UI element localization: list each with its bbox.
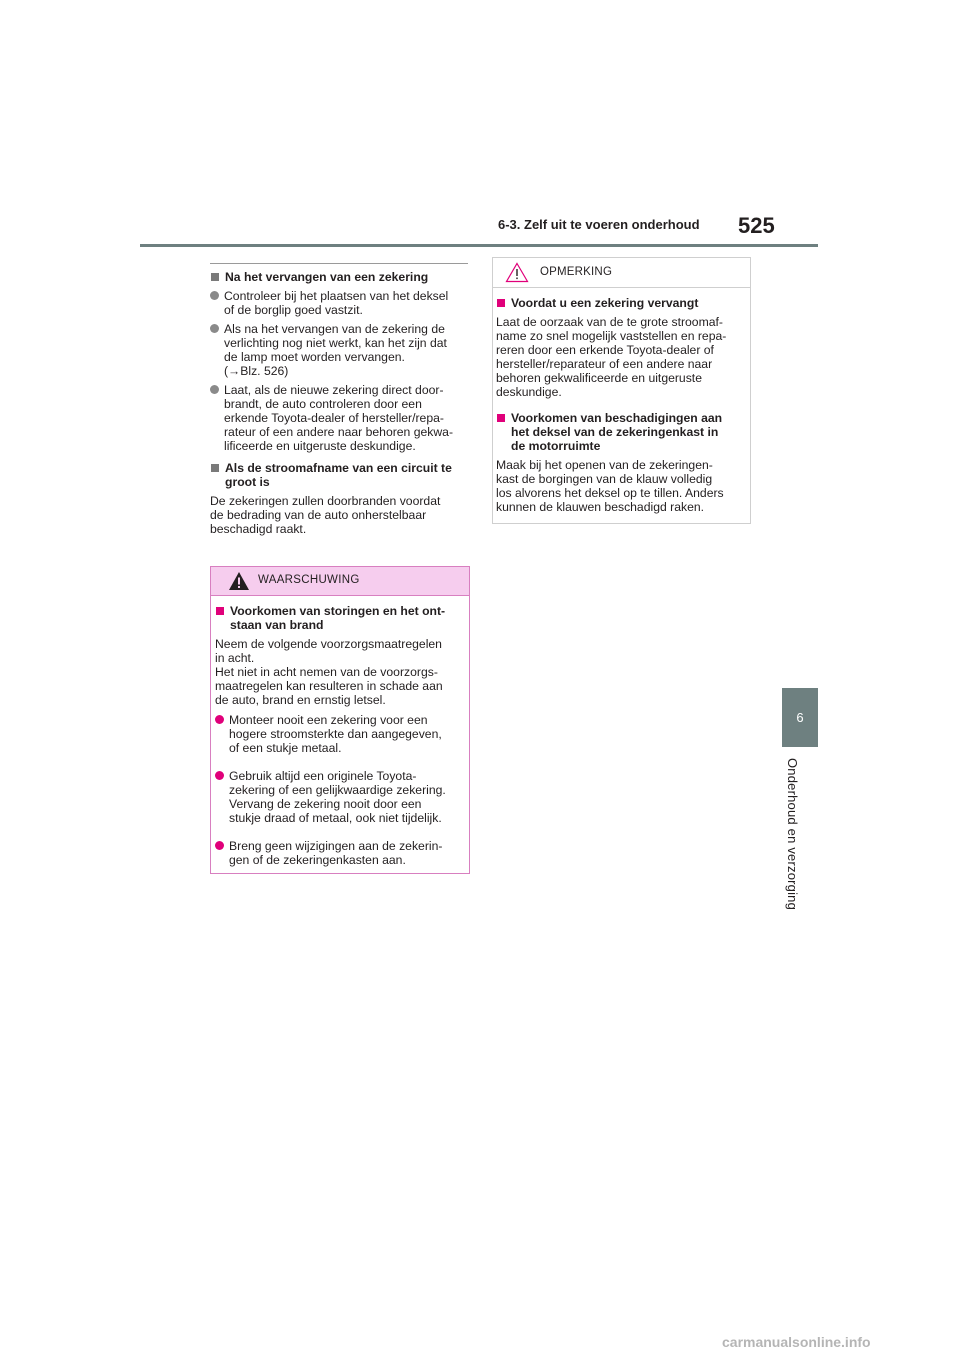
circle-bullet-icon — [210, 291, 219, 300]
left-column — [210, 263, 468, 542]
notice-heading: Voordat u een zekering vervangt — [496, 296, 746, 310]
notice-heading: Voorkomen van beschadigingen aan het deksel van de zekeringenkast in de motorruimte — [496, 411, 746, 453]
circle-bullet-icon — [215, 771, 224, 780]
page-number: 525 — [738, 213, 775, 238]
warning-body — [211, 596, 469, 867]
warning-text: Neem de volgende voorzorgsmaatregelen in acht. Het niet in acht nemen van de voorzorgs- maatregelen kan resulteren in schade aan de auto, brand en ernstig letsel. — [215, 637, 443, 707]
section-heading: Na het vervangen van een zekering — [210, 270, 468, 284]
list-item: Monteer nooit een zekering voor een hogere stroomsterkte dan aangegeven, of een stukje metaal. — [215, 713, 465, 755]
square-bullet-icon — [497, 414, 505, 422]
circle-bullet-icon — [215, 841, 224, 850]
chapter-tab[interactable] — [782, 688, 818, 747]
square-bullet-icon — [211, 273, 219, 281]
chapter-number: 6 — [796, 710, 804, 725]
notice-box — [492, 257, 751, 524]
square-bullet-icon — [211, 464, 219, 472]
section-divider — [210, 263, 468, 264]
warning-header — [211, 567, 469, 596]
square-bullet-icon — [497, 299, 505, 307]
notice-body — [493, 288, 750, 514]
circle-bullet-icon — [215, 715, 224, 724]
list-item: Gebruik altijd een originele Toyota- zekering of een gelijkwaardige zekering. Vervang de zekering nooit door een stukje draad of metaal, ook niet tijdelijk. — [215, 769, 465, 825]
warning-box — [210, 566, 470, 874]
section-title: 6-3. Zelf uit te voeren onderhoud — [498, 217, 700, 232]
circle-bullet-icon — [210, 324, 219, 333]
notice-text: Maak bij het openen van de zekeringen- kast de borgingen van de klauw volledig los alvorens het deksel op te tillen. Anders kunnen de klauwen beschadigd raken. — [496, 458, 724, 514]
chapter-label: Onderhoud en verzorging — [785, 758, 800, 911]
square-bullet-icon — [216, 607, 224, 615]
list-item: Breng geen wijzigingen aan de zekerin- gen of de zekeringenkasten aan. — [215, 839, 465, 867]
watermark: carmanualsonline.info — [722, 1334, 871, 1350]
header-rule — [140, 244, 818, 247]
notice-text: Laat de oorzaak van de te grote stroomaf- name zo snel mogelijk vaststellen en repa- reren door een erkende Toyota-dealer of hersteller/reparateur of een andere naar behoren gekwalificeerde en uitgeruste deskundige. — [496, 315, 727, 399]
warning-heading: Voorkomen van storingen en het ont- staan van brand — [215, 604, 465, 632]
list-item: Controleer bij het plaatsen van het deksel of de borglip goed vastzit. — [210, 289, 468, 317]
circle-bullet-icon — [210, 385, 219, 394]
notice-label: OPMERKING — [540, 266, 613, 278]
caution-triangle-icon — [505, 262, 529, 283]
warning-triangle-icon — [228, 571, 250, 591]
list-item: Als na het vervangen van de zekering de verlichting nog niet werkt, kan het zijn dat de lamp moet worden vervangen. (→Blz. 526) — [210, 322, 468, 378]
section-text: De zekeringen zullen doorbranden voordat de bedrading van de auto onherstelbaar beschadigd raakt. — [210, 494, 441, 536]
notice-header — [493, 258, 750, 288]
list-item: Laat, als de nieuwe zekering direct door- brandt, de auto controleren door een erkende Toyota-dealer of hersteller/repa- rateur of een andere naar behoren gekwa- lificeerde en uitgeruste deskundige. — [210, 383, 468, 453]
warning-label: WAARSCHUWING — [258, 574, 360, 586]
section-heading: Als de stroomafname van een circuit te groot is — [210, 461, 468, 489]
